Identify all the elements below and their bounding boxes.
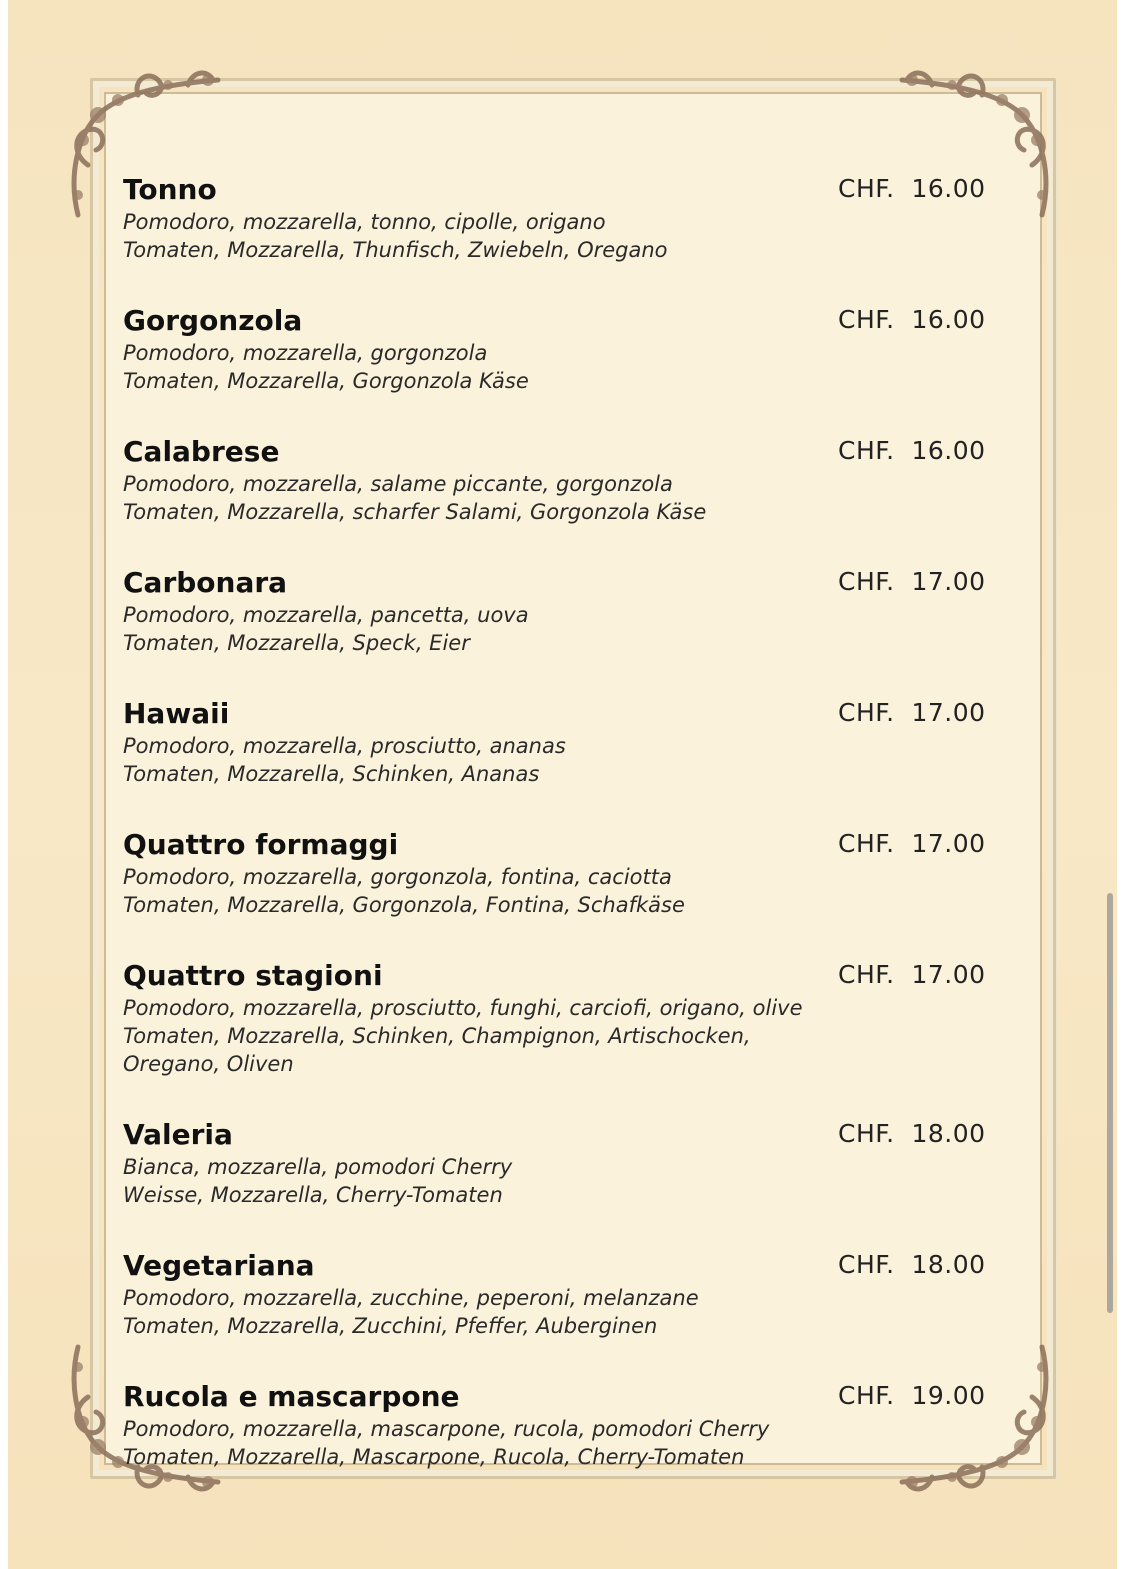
item-description-italian: Pomodoro, mozzarella, prosciutto, ananas [123,734,566,758]
item-description-italian: Pomodoro, mozzarella, zucchine, peperoni, melanzane [123,1286,699,1310]
item-name: Gorgonzola [123,304,303,337]
item-description-italian: Pomodoro, mozzarella, tonno, cipolle, origano [123,210,606,234]
item-description-german: Tomaten, Mozzarella, Schinken, Ananas [123,762,540,786]
price-value: 18.00 [911,1119,986,1148]
price-value: 16.00 [911,436,986,465]
item-price [838,174,986,203]
price-value: 16.00 [911,305,986,334]
currency-label: CHF. [838,436,895,465]
item-description-italian: Pomodoro, mozzarella, mascarpone, rucola, pomodori Cherry [123,1417,770,1441]
item-description-italian: Bianca, mozzarella, pomodori Cherry [123,1155,513,1179]
price-value: 17.00 [911,960,986,989]
menu-item [123,827,986,919]
item-description-italian: Pomodoro, mozzarella, salame piccante, gorgonzola [123,472,673,496]
price-value: 17.00 [911,698,986,727]
item-description-italian: Pomodoro, mozzarella, pancetta, uova [123,603,529,627]
menu-item [123,958,986,1078]
menu-item [123,696,986,788]
item-name: Hawaii [123,697,230,730]
item-name: Calabrese [123,435,280,468]
menu-item [123,1117,986,1209]
item-name: Carbonara [123,566,288,599]
item-description-italian: Pomodoro, mozzarella, prosciutto, funghi, carciofi, origano, olive [123,996,803,1020]
menu-item [123,303,986,395]
menu-item [123,172,986,264]
item-price [838,960,986,989]
currency-label: CHF. [838,174,895,203]
menu-item [123,565,986,657]
item-description-german: Tomaten, Mozzarella, Mascarpone, Rucola, Cherry-Tomaten [123,1445,745,1469]
item-description-german: Tomaten, Mozzarella, Zucchini, Pfeffer, Auberginen [123,1314,658,1338]
item-name: Vegetariana [123,1249,315,1282]
item-description-german: Tomaten, Mozzarella, Schinken, Champignon, Artischocken, Oregano, Oliven [123,1024,751,1076]
currency-label: CHF. [838,698,895,727]
item-description-german: Tomaten, Mozzarella, Thunfisch, Zwiebeln, Oregano [123,238,668,262]
item-price [838,1119,986,1148]
item-description-german: Tomaten, Mozzarella, Gorgonzola Käse [123,369,529,393]
price-value: 17.00 [911,829,986,858]
scrollbar[interactable] [1107,893,1113,1313]
item-description-italian: Pomodoro, mozzarella, gorgonzola, fontina, caciotta [123,865,672,889]
item-price [838,698,986,727]
menu-item [123,1379,986,1471]
pizza-menu-list [123,172,986,1471]
price-value: 19.00 [911,1381,986,1410]
item-name: Quattro stagioni [123,959,383,992]
item-name: Rucola e mascarpone [123,1380,460,1413]
item-price [838,1250,986,1279]
price-value: 17.00 [911,567,986,596]
currency-label: CHF. [838,1250,895,1279]
item-description-german: Tomaten, Mozzarella, Speck, Eier [123,631,470,655]
item-description-german: Weisse, Mozzarella, Cherry-Tomaten [123,1183,503,1207]
menu-item [123,1248,986,1340]
item-description-german: Tomaten, Mozzarella, Gorgonzola, Fontina, Schafkäse [123,893,685,917]
currency-label: CHF. [838,567,895,596]
item-description-german: Tomaten, Mozzarella, scharfer Salami, Gorgonzola Käse [123,500,707,524]
item-price [838,567,986,596]
item-description-italian: Pomodoro, mozzarella, gorgonzola [123,341,488,365]
item-name: Quattro formaggi [123,828,399,861]
item-price [838,1381,986,1410]
currency-label: CHF. [838,960,895,989]
currency-label: CHF. [838,1381,895,1410]
item-name: Valeria [123,1118,233,1151]
currency-label: CHF. [838,1119,895,1148]
item-name: Tonno [123,173,217,206]
menu-item [123,434,986,526]
item-price [838,305,986,334]
currency-label: CHF. [838,305,895,334]
price-value: 18.00 [911,1250,986,1279]
item-price [838,829,986,858]
currency-label: CHF. [838,829,895,858]
price-value: 16.00 [911,174,986,203]
item-price [838,436,986,465]
